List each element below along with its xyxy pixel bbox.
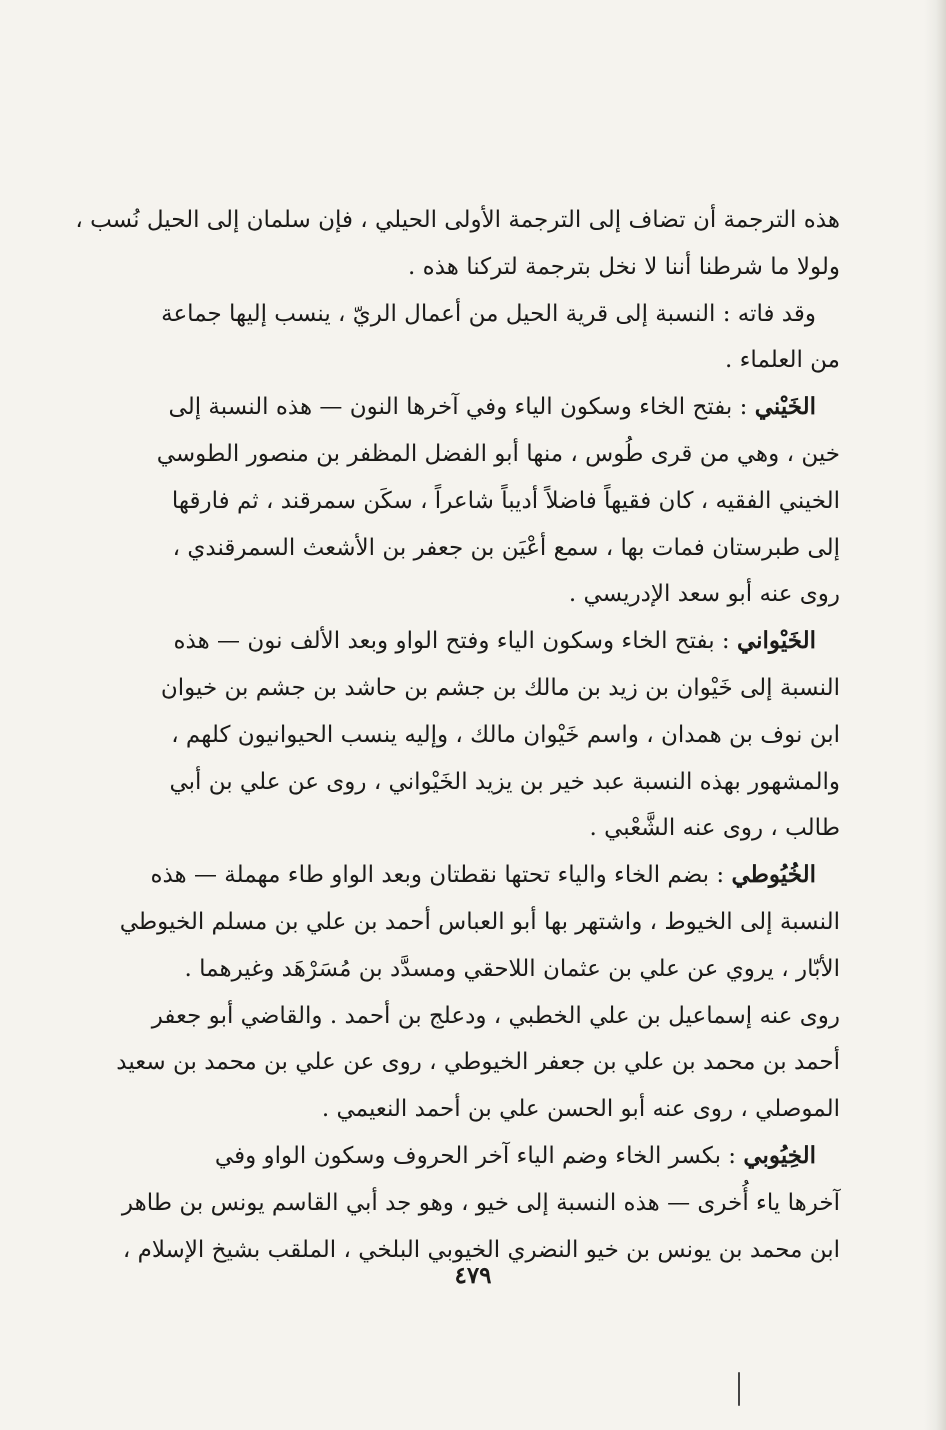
text-line (160, 618, 840, 665)
text-line (116, 1039, 840, 1086)
entry-headword: الخُيُوطي (731, 861, 816, 889)
text-line (119, 899, 840, 946)
line-text: : بكسر الخاء وضم الياء آخر الحروف وسكون الواو وفي (214, 1142, 744, 1169)
line-text: والمشهور بهذه النسبة عبد خير بن يزيد الخَيْواني ، روى عن علي بن أبي (169, 768, 840, 795)
text-line (160, 946, 840, 993)
text-line (160, 525, 840, 572)
line-text: ابن محمد بن يونس بن خيو النضري الخيوبي البلخي ، الملقب بشيخ الإسلام ، (122, 1236, 840, 1263)
text-line (156, 431, 840, 478)
text-line (160, 1133, 840, 1180)
page-edge (924, 0, 946, 1430)
line-text: روى عنه إسماعيل بن علي الخطبي ، ودعلج بن أحمد . والقاضي أبو جعفر (151, 1002, 840, 1029)
text-line (160, 244, 840, 291)
line-text: خين ، وهي من قرى طُوس ، منها أبو الفضل المظفر بن منصور الطوسي (156, 440, 840, 467)
text-line (160, 384, 840, 431)
text-line (160, 805, 840, 852)
line-text: طالب ، روى عنه الشَّعْبي . (589, 815, 840, 842)
text-line (160, 712, 840, 759)
text-line (160, 291, 840, 338)
line-text: الموصلي ، روى عنه أبو الحسن علي بن أحمد النعيمي . (321, 1096, 840, 1123)
entry-headword: الخَيْواني (736, 627, 816, 655)
line-text: : بفتح الخاء وسكون الياء وفتح الواو وبعد الألف نون — هذه (173, 628, 737, 655)
page-number: ٤٧٩ (454, 1262, 492, 1289)
text-line (160, 478, 840, 525)
text-line (151, 993, 840, 1040)
line-text: ابن نوف بن همدان ، واسم خَيْوان مالك ، وإليه ينسب الحيوانيون كلهم ، (171, 721, 840, 748)
text-line (160, 337, 840, 384)
entry-headword: الخِيُوبي (743, 1141, 816, 1169)
entry-headword: الخَيْني (754, 393, 816, 421)
line-text: هذه الترجمة أن تضاف إلى الترجمة الأولى الحيلي ، فإن سلمان إلى الحيل نُسب ، (75, 207, 840, 233)
line-text: آخرها ياء أُخرى — هذه النسبة إلى خيو ، وهو جد أبي القاسم يونس بن طاهر (121, 1189, 840, 1216)
line-text: من العلماء . (725, 347, 840, 374)
line-text: أحمد بن محمد بن علي بن جعفر الخيوطي ، روى عن علي بن محمد بن سعيد (116, 1049, 840, 1076)
line-text: : بفتح الخاء وسكون الياء وفي آخرها النون — هذه النسبة إلى (168, 394, 755, 421)
text-line (160, 571, 840, 618)
line-text: إلى طبرستان فمات بها ، سمع أعْيَن بن جعفر بن الأشعث السمرقندي ، (172, 534, 840, 561)
text-line (160, 1086, 840, 1133)
line-text: ولولا ما شرطنا أننا لا نخل بترجمة لتركنا هذه . (408, 253, 840, 280)
text-line (160, 665, 840, 712)
line-text: النسبة إلى خَيْوان بن زيد بن مالك بن جشم بن حاشد بن جشم بن خيوان (160, 674, 840, 701)
line-text: : بضم الخاء والياء تحتها نقطتان وبعد الواو طاء مهملة — هذه (150, 862, 732, 889)
body-text (75, 197, 840, 1273)
line-text: الأبّار ، يروي عن علي بن عثمان اللاحقي ومسدَّد بن مُسَرْهَد وغيرهما . (184, 955, 840, 982)
margin-mark (738, 1372, 740, 1406)
line-text: وقد فاته : النسبة إلى قرية الحيل من أعمال الريّ ، ينسب إليها جماعة (161, 300, 816, 327)
text-line (160, 759, 840, 806)
text-line (121, 1180, 840, 1227)
line-text: النسبة إلى الخيوط ، واشتهر بها أبو العباس أحمد بن علي بن مسلم الخيوطي (119, 908, 840, 935)
line-text: روى عنه أبو سعد الإدريسي . (568, 581, 840, 608)
line-text: الخيني الفقيه ، كان فقيهاً فاضلاً أديباً شاعراً ، سكَن سمرقند ، ثم فارقها (171, 487, 840, 514)
text-line (75, 197, 840, 244)
text-line (150, 852, 840, 899)
